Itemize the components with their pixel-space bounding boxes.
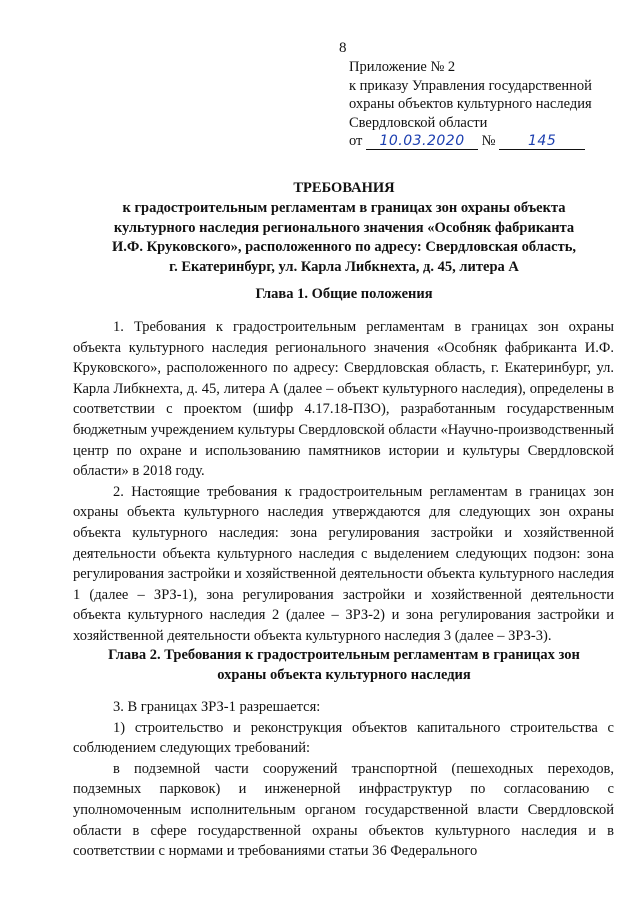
appendix-block xyxy=(349,58,629,151)
chapter-2-title-line-1: Глава 2. Требования к градостроительным регламентам в границах зон xyxy=(108,647,580,663)
chapter-1-title: Глава 1. Общие положения xyxy=(255,286,433,302)
paragraph-4: 1) строительство и реконструкция объектов капитального строительства с соблюдением следующих требований: xyxy=(73,719,614,757)
appendix-date-line xyxy=(349,132,629,151)
chapter-1-body xyxy=(73,317,614,647)
title-line-3: И.Ф. Круковского», расположенного по адресу: Свердловская область, xyxy=(111,239,577,256)
appendix-line-1: Приложение № 2 xyxy=(349,59,456,75)
handwritten-number: 145 xyxy=(528,133,557,150)
page-number: 8 xyxy=(339,40,347,56)
paragraph-1: 1. Требования к градостроительным регламентам в границах зон охраны объекта культурного наследия регионального значения «Особняк фабриканта И.Ф. Круковского», расположенного по адресу: Свердловская область, г. Екатеринбург, ул. Карла Либкнехта, д. 45, литера А (далее – объект культурного наследия), определены в соответствии с проектом (шифр 4.17.18-ПЗО), разработанным государственным бюджетным учреждением культуры Свердловской области «Научно-производственный центр по охране и использованию памятников истории и культуры Свердловской области» в 2018 году. xyxy=(73,319,614,480)
chapter-2-title xyxy=(74,646,614,685)
paragraph-5: в подземной части сооружений транспортной (пешеходных переходов, подземных парковок) и инженерной инфраструктур по согласованию с уполномоченным исполнительным органом государственной власти Свердловской области в сфере государственной охраны объектов культурного наследия и в соответствии с нормами и требованиями статьи 36 Федерального xyxy=(73,760,614,860)
number-field xyxy=(499,134,585,150)
chapter-2-body xyxy=(73,697,614,862)
title-line-4: г. Екатеринбург, ул. Карла Либкнехта, д. 45, литера А xyxy=(169,259,519,276)
date-prefix: от xyxy=(349,133,363,150)
paragraph-3: 3. В границах ЗРЗ-1 разрешается: xyxy=(113,699,321,715)
appendix-line-4: Свердловской области xyxy=(349,114,488,131)
title-line-2: культурного наследия регионального значения «Особняк фабриканта xyxy=(113,219,575,236)
chapter-2-title-line-2: охраны объекта культурного наследия xyxy=(217,666,471,683)
paragraph-2: 2. Настоящие требования к градостроительным регламентам в границах зон охраны объекта культурного наследия утверждаются для следующих зон охраны объекта культурного наследия: зона регулирования застройки и хозяйственной деятельности объекта культурного наследия с выделением следующих подзон: зона регулирования застройки и хозяйственной деятельности объекта культурного наследия 1 (далее – ЗРЗ-1), зона регулирования застройки и хозяйственной деятельности объекта культурного наследия 2 (далее – ЗРЗ-2) и зона регулирования застройки и хозяйственной деятельности объекта культурного наследия 3 (далее – ЗРЗ-3). xyxy=(73,483,614,644)
appendix-line-3: охраны объектов культурного наследия xyxy=(349,96,592,113)
date-field xyxy=(366,134,478,150)
handwritten-date: 10.03.2020 xyxy=(379,133,465,150)
appendix-line-2: к приказу Управления государственной xyxy=(349,77,592,94)
document-title xyxy=(74,179,614,278)
number-prefix: № xyxy=(481,133,496,150)
title-line-1: к градостроительным регламентам в границах зон охраны объекта xyxy=(122,199,566,216)
title-heading: ТРЕБОВАНИЯ xyxy=(293,180,395,196)
